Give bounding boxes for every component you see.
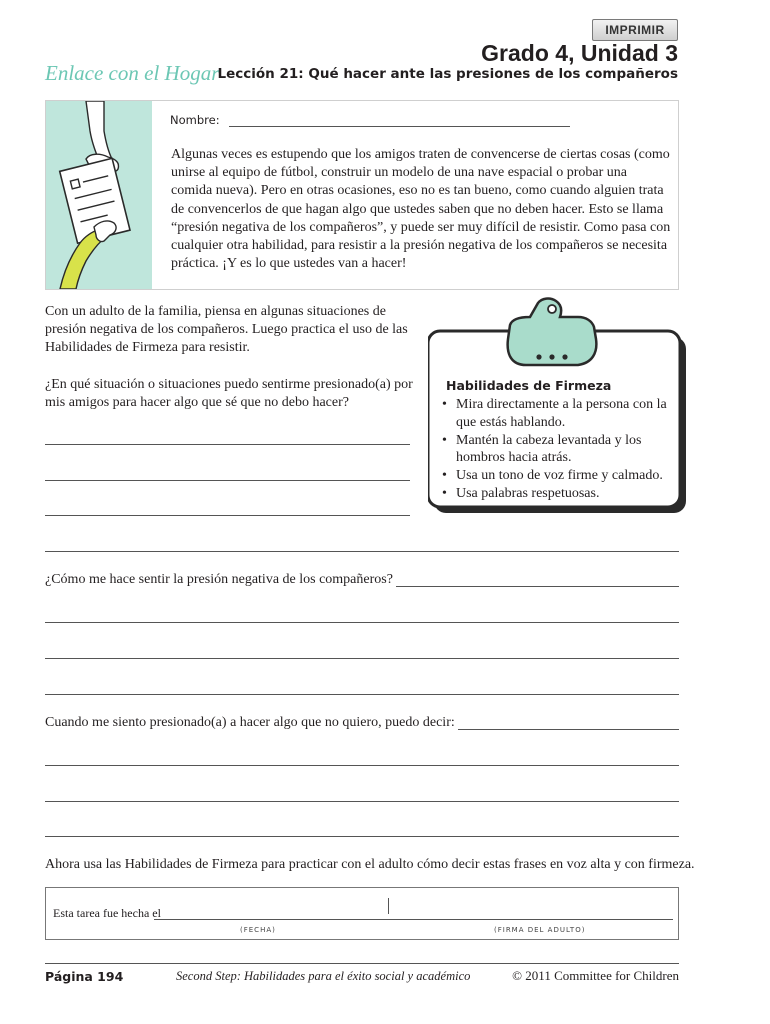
- hands-paper-illustration: [46, 101, 152, 289]
- question-what-to-say: Cuando me siento presionado(a) a hacer algo que no quiero, puedo decir:: [45, 715, 458, 731]
- answer-line[interactable]: [45, 480, 410, 481]
- skills-list: [441, 396, 676, 503]
- answer-line[interactable]: [45, 694, 679, 695]
- date-caption: (FECHA): [240, 926, 276, 934]
- brand-title: Enlace con el Hogar: [45, 61, 220, 85]
- question-situations: ¿En qué situación o situaciones puedo sentirme presionado(a) por mis amigos para hacer algo que sé que no debo hacer?: [45, 377, 413, 410]
- lesson-title: Lección 21: Qué hacer ante las presiones de los compañeros: [217, 66, 678, 82]
- skill-item: • Mira directamente a la persona con la que estás hablando.: [441, 396, 676, 432]
- skills-title: Habilidades de Firmeza: [446, 378, 612, 393]
- name-label: Nombre:: [170, 113, 220, 127]
- grade-unit-title: Grado 4, Unidad 3: [481, 40, 678, 66]
- answer-line[interactable]: [45, 765, 679, 766]
- answer-line[interactable]: [45, 658, 679, 659]
- skill-item: • Usa un tono de voz firme y calmado.: [441, 467, 676, 485]
- answer-line[interactable]: [45, 836, 679, 837]
- signature-caption: (FIRMA DEL ADULTO): [494, 926, 586, 934]
- date-signature-divider: [388, 898, 389, 914]
- skill-item: • Usa palabras respetuosas.: [441, 485, 676, 503]
- skill-item: • Mantén la cabeza levantada y los hombros hacia atrás.: [441, 432, 676, 468]
- footer-divider: [45, 963, 679, 964]
- adult-prompt: Con un adulto de la familia, piensa en algunas situaciones de presión negativa de los compañeros. Luego practica el uso de las Habilidades de Firmeza para resistir.: [45, 304, 408, 355]
- name-input-line[interactable]: [229, 126, 570, 127]
- answer-line[interactable]: [45, 444, 410, 445]
- answer-line[interactable]: [45, 801, 679, 802]
- practice-instruction: Ahora usa las Habilidades de Firmeza para practicar con el adulto cómo decir estas frases en voz alta y con firmeza.: [45, 857, 695, 872]
- homework-label: Esta tarea fue hecha el: [53, 906, 161, 920]
- answer-line[interactable]: [45, 551, 679, 552]
- question-feelings: ¿Cómo me hace sentir la presión negativa de los compañeros?: [45, 572, 396, 588]
- answer-line[interactable]: [45, 622, 679, 623]
- copyright: © 2011 Committee for Children: [512, 968, 679, 983]
- page-number: Página 194: [45, 969, 124, 984]
- date-signature-line[interactable]: [154, 919, 673, 920]
- program-title: Second Step: Habilidades para el éxito social y académico: [176, 969, 471, 983]
- print-button[interactable]: IMPRIMIR: [592, 19, 678, 41]
- intro-paragraph: Algunas veces es estupendo que los amigos traten de convencerse de ciertas cosas (como unirse al equipo de fútbol, construir un modelo de una nave espacial o probar una comida nueva). Pero en otras ocasiones, eso no es tan bueno, como cuando alguien trata de convencerlos de que hagan algo que ustedes saben que no deben hacer. Esto se llama “presión negativa de los compañeros”, y puede ser muy difícil de resistir. Como pasa con cualquier otra habilidad, para resistir a la presión negativa de los compañeros se necesita práctica. ¡Y es lo que ustedes van a hacer!: [171, 147, 671, 272]
- hands-paper-icon: [46, 101, 152, 289]
- answer-line[interactable]: [45, 515, 410, 516]
